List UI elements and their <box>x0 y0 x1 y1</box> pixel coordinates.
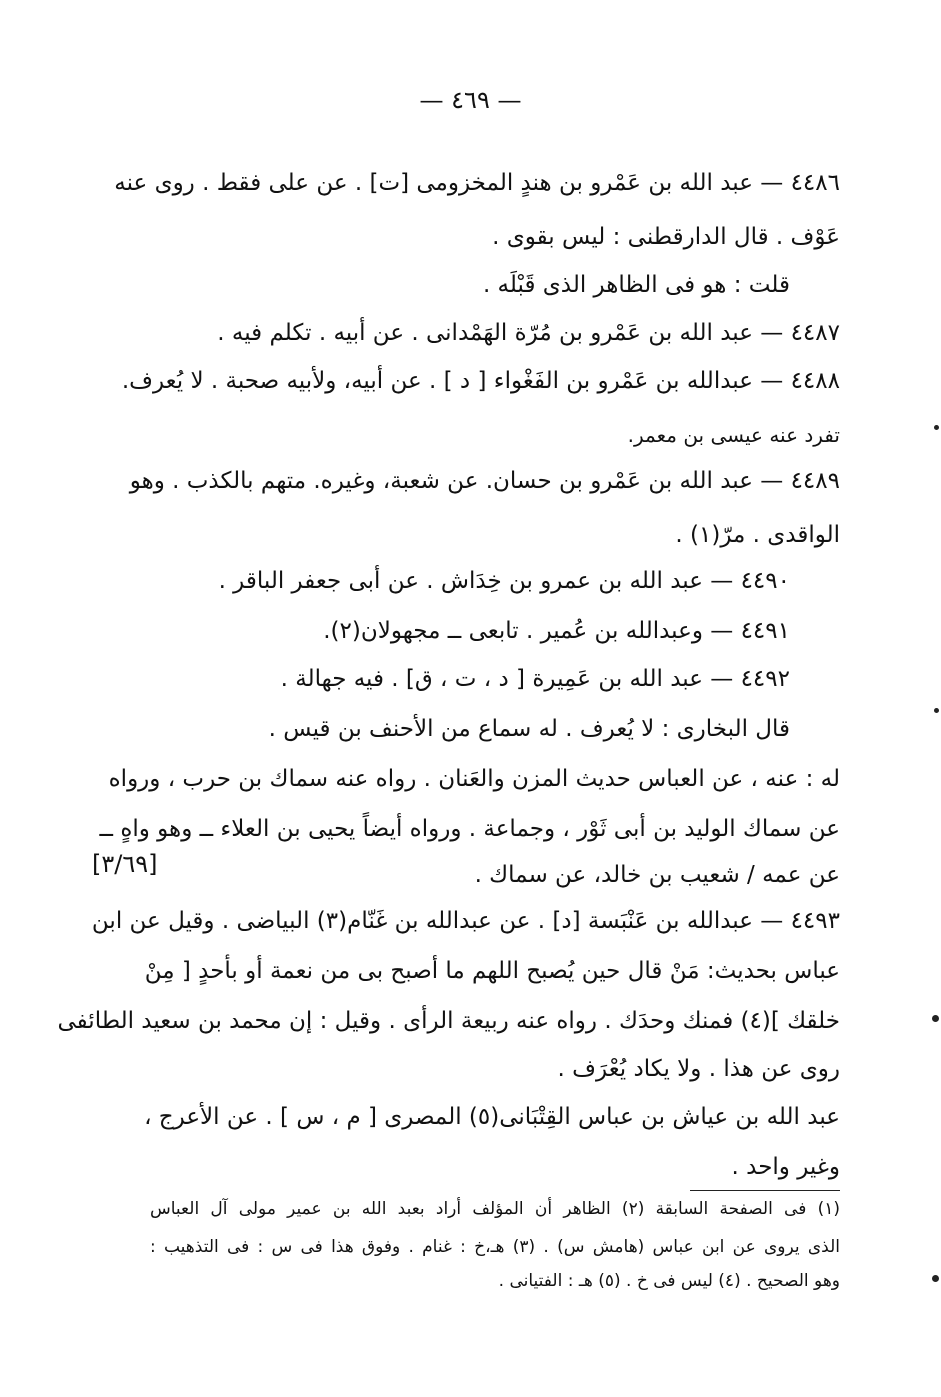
footnote-line: (١) فى الصفحة السابقة (٢) الظاهر أن المؤلف أراد بعبد الله بن عمير مولى آل العباس <box>150 1199 841 1219</box>
scan-speck <box>932 1275 939 1282</box>
scan-speck <box>932 1015 939 1022</box>
text-line: ٤٤٨٨ — عبدالله بن عَمْرو بن الفَغْواء [ د ] . عن أبيه، ولأبيه صحبة . لا يُعرف. <box>121 368 840 394</box>
text-line: ٤٤٩٠ — عبد الله بن عمرو بن خِدَاش . عن أبى جعفر الباقر . <box>218 568 790 594</box>
footnote-line: الذى يروى عن ابن عباس (هامش س) . (٣) هـ،خ : غنام . وفوق هذا فى س : فى التذهيب : <box>150 1237 840 1257</box>
text-line: تفرد عنه عيسى بن معمر. <box>627 423 840 447</box>
page-number: — ٤٦٩ — <box>419 86 522 114</box>
text-line: خلقك ](٤) فمنك وحدَك . رواه عنه ربيعة الرأى . وقيل : إن محمد بن سعيد الطائفى <box>57 1008 840 1034</box>
text-line: ٤٤٨٦ — عبد الله بن عَمْرو بن هندٍ المخزومى [ت] . عن على فقط . روى عنه <box>114 170 840 196</box>
text-line: عن سماك الوليد بن أبى ثَوْر ، وجماعة . ورواه أيضاً يحيى بن العلاء ــ وهو واهٍ ــ <box>99 816 840 842</box>
text-line: عَوْف . قال الدارقطنى : ليس بقوى . <box>492 224 840 250</box>
text-line: عباس بحديث: مَنْ قال حين يُصبح اللهم ما أصبح بى من نعمة أو بأحدٍ [ مِنْ <box>144 958 840 984</box>
margin-reference: [٣/٦٩] <box>92 850 158 878</box>
text-line: ٤٤٩٣ — عبدالله بن عَنْبَسة [د] . عن عبدالله بن غَنّام(٣) البياضى . وقيل عن ابن <box>91 908 840 934</box>
text-line: له : عنه ، عن العباس حديث المزن والعَنان . رواه عنه سماك بن حرب ، ورواه <box>108 766 840 792</box>
text-line: عبد الله بن عياش بن عباس القِتْبَانى(٥) المصرى [ م ، س ] . عن الأعرج ، <box>144 1104 840 1130</box>
text-line: ٤٤٩١ — وعبدالله بن عُمير . تابعى ــ مجهولان(٢). <box>323 618 790 644</box>
text-line: عن عمه / شعيب بن خالد، عن سماك . <box>474 862 840 888</box>
text-line: وغير واحد . <box>731 1154 840 1180</box>
text-line: ٤٤٩٢ — عبد الله بن عَمِيرة [ د ، ت ، ق] . فيه جهالة . <box>280 666 790 692</box>
text-line: ٤٤٨٧ — عبد الله بن عَمْرو بن مُرّة الهَمْدانى . عن أبيه . تكلم فيه . <box>217 320 840 346</box>
footnote-divider <box>690 1190 840 1191</box>
text-line: قلت : هو فى الظاهر الذى قَبْلَه . <box>482 272 790 298</box>
scan-speck <box>934 708 939 713</box>
footnote-line: وهو الصحيح . (٤) ليس فى خ . (٥) هـ : الفتيانى . <box>498 1271 840 1291</box>
text-line: ٤٤٨٩ — عبد الله بن عَمْرو بن حسان. عن شعبة، وغيره. متهم بالكذب . وهو <box>129 468 840 494</box>
scan-speck <box>934 425 939 430</box>
text-line: الواقدى . مرّ(١) . <box>675 522 840 548</box>
text-line: روى عن هذا . ولا يكاد يُعْرَف . <box>557 1056 840 1082</box>
text-line: قال البخارى : لا يُعرف . له سماع من الأحنف بن قيس . <box>268 716 790 742</box>
